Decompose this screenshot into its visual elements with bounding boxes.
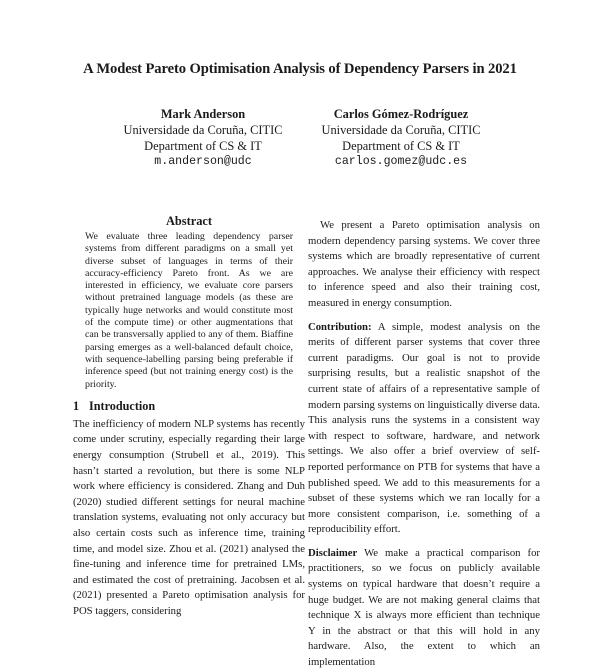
abstract-text: We evaluate three leading dependency parser systems from different paradigms on a small yet diverse subset of languages in terms of their accuracy-efficiency Pareto front. As we are interested in efficiency, we evaluate core parsers without pretrained language models (as these are typically huge networks and would constitute most of the compute time) or other augmentations that can be transversally applied to any of them. Biaffine parsing emerges as a well-balanced default choice, with sequence-labelling parsing being preferable if inference speed (but not training energy cost) is the priority. [85,231,293,390]
right-column [308,214,540,669]
section-number: 1 [73,398,80,413]
author-block-anderson [88,106,318,170]
disclaimer-label: Disclaimer [308,546,358,559]
author-email: m.anderson@udc [154,155,252,168]
abstract-heading: Abstract [165,214,213,228]
author-block-gomez-rodriguez [286,106,516,170]
author-affiliation: Universidade da Coruña, CITIC [123,123,283,137]
author-affiliation: Universidade da Coruña, CITIC [321,123,481,137]
section-heading-introduction [73,399,305,414]
author-email: carlos.gomez@udc.es [334,155,468,168]
left-column [73,214,305,617]
author-department: Department of CS & IT [342,139,460,153]
section-title: Introduction [89,398,156,413]
paper-title: A Modest Pareto Optimisation Analysis of Dependency Parsers in 2021 [83,61,517,77]
contribution-paragraph [308,320,540,538]
author-department: Department of CS & IT [144,139,262,153]
author-name: Mark Anderson [160,107,246,121]
overview-paragraph: We present a Pareto optimisation analysis on modern dependency parsing systems. We cover three systems which are broadly representative of current approaches. We analyse their efficiency with respect to inference speed and also their training cost, measured in energy consumption. [308,219,540,309]
disclaimer-text: We make a practical comparison for practitioners, so we focus on publicly available systems on typical hardware that doesn’t require a huge budget. We are not making general claims that technique X is always more efficient than technique Y in the abstract or that this will hold in any hardware. Also, the extent to which an implementation [308,546,540,669]
disclaimer-paragraph [308,546,540,671]
introduction-paragraph: The inefficiency of modern NLP systems has recently come under scrutiny, especially regarding their large energy consumption (Strubell et al., 2019). This hasn’t started a revolution, but there is some NLP work where efficiency is considered. Zhang and Duh (2020) studied different settings for neural machine translation systems, evaluating not only accuracy but also certain costs such as inference time, training time, and model size. Zhou et al. (2021) analysed the fine-tuning and inference time for pretrained LMs, and estimated the cost of pretraining. Jacobsen et al. (2021) presented a Pareto optimisation analysis for POS taggers, considering [73,417,305,617]
contribution-label: Contribution: [308,320,372,333]
author-name: Carlos Gómez-Rodríguez [333,107,469,121]
contribution-text: A simple, modest analysis on the merits of different parser systems that cover three current paradigms. Our goal is not to provide surprising results, but a realistic snapshot of the current state of affairs of a representative sample of modern parsing systems on linguistically diverse data. This analysis runs the systems in a consistent way with respect to software, hardware, and network settings. We also offer a brief overview of self-reported performance on PTB for systems that have a published speed. We add to this measurements for a subset of these systems which we ran locally for a more consistent comparison, i.e. something of a reproducibility effort. [308,320,540,536]
